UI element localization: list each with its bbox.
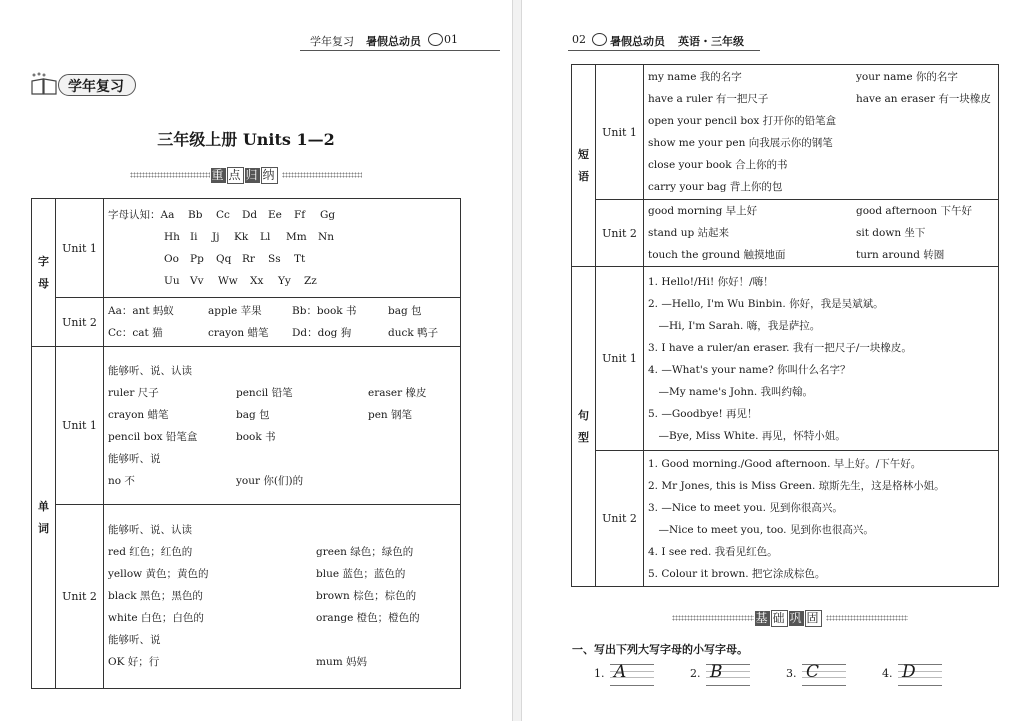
phrases-sentences-table <box>571 64 999 587</box>
bar-char: 固 <box>806 611 820 625</box>
letters-unit1-content: 字母认知：Aa Bb Cc Dd Ee Ff Gg Hh Ii Jj Kk Ll Mm Nn Oo Pp Qq Rr Ss Tt Uu Vv Ww Xx Yy Zz <box>104 199 461 298</box>
unit-label: Unit 2 <box>56 298 104 347</box>
unit-label: Unit 1 <box>56 347 104 505</box>
sentences-unit2-content: 1. Good morning./Good afternoon. 早上好。/下午好。 2. Mr Jones, this is Miss Green. 琼斯先生，这是格林小姐。 3. —Nice to meet you. 见到你很高兴。 —Nice to meet you, too. 见到你也很高兴。 4. I see red. 我看见红色。 5. Colour it brown. 把它涂成棕色。 <box>644 451 999 587</box>
header-section: 学年复习 <box>310 35 354 48</box>
section-badge <box>30 68 136 102</box>
bar-char: 纳 <box>262 168 276 182</box>
badge-label: 学年复习 <box>68 79 124 95</box>
item-number: 4. <box>882 667 893 680</box>
uppercase-letter: C <box>806 662 820 682</box>
write-line[interactable] <box>882 661 942 685</box>
bar-char: 巩 <box>789 611 803 625</box>
words-unit1-content: 能够听、说、认读 ruler 尺子 pencil 铅笔 eraser 橡皮 crayon 蜡笔 bag 包 pen 钢笔 pencil box 铅笔盒 book 书 能够听、说 no 不 your 你(们)的 <box>104 347 461 505</box>
page-title: 三年级上册 Units 1—2 <box>157 130 335 149</box>
item-number: 3. <box>786 667 797 680</box>
unit-label: Unit 2 <box>596 451 644 587</box>
phrases-unit1-content: my name 我的名字 your name 你的名字 have a ruler 有一把尺子 have an eraser 有一块橡皮 open your pencil box 打开你的铅笔盒 show me your pen 向我展示你的钢笔 close your book 合上你的书 carry your bag 背上你的包 <box>644 65 999 200</box>
category-letters: 字 母 <box>32 199 56 347</box>
right-page <box>520 0 1024 721</box>
write-line[interactable] <box>594 661 654 685</box>
bar-char: 础 <box>772 611 786 625</box>
uppercase-letter: D <box>902 662 916 682</box>
uppercase-letter: A <box>614 662 627 682</box>
bar-char: 基 <box>755 611 769 625</box>
bar-char: 点 <box>228 168 242 182</box>
sentences-unit1-content: 1. Hello!/Hi! 你好！/嗨！ 2. —Hello, I'm Wu Binbin. 你好，我是吴斌斌。 —Hi, I'm Sarah. 嗨，我是萨拉。 3. I have a ruler/an eraser. 我有一把尺子/一块橡皮。 4. —What's your name? 你叫什么名字？ —My name's John. 我叫约翰。 5. —Goodbye! 再见！ —Bye, Miss White. 再见，怀特小姐。 <box>644 267 999 451</box>
uppercase-letter: B <box>710 662 723 682</box>
header-series: 暑假总动员 <box>366 35 421 48</box>
write-line[interactable] <box>690 661 750 685</box>
unit-label: Unit 1 <box>596 267 644 451</box>
header-subject: 英语・三年级 <box>678 35 744 48</box>
letters-unit2-content: Aa：ant 蚂蚁 apple 苹果 Bb：book 书 bag 包 Cc：cat 猫 crayon 蜡笔 Dd：dog 狗 duck 鸭子 <box>104 298 461 347</box>
header-page-number: 01 <box>444 33 458 46</box>
unit-label: Unit 1 <box>56 199 104 298</box>
unit-label: Unit 2 <box>596 200 644 267</box>
exercise-question: 一、写出下列大写字母的小写字母。 <box>572 643 748 656</box>
category-words: 单 词 <box>32 347 56 689</box>
mascot-icon <box>428 33 443 46</box>
bar-char: 归 <box>245 168 259 182</box>
item-number: 1. <box>594 667 605 680</box>
header-page-number: 02 <box>572 33 586 46</box>
unit-label: Unit 2 <box>56 505 104 689</box>
mascot-icon <box>592 33 607 46</box>
bar-char: 重 <box>211 168 225 182</box>
header-series: 暑假总动员 <box>610 35 665 48</box>
write-line[interactable] <box>786 661 846 685</box>
unit-label: Unit 1 <box>596 65 644 200</box>
letters-words-table <box>31 198 461 689</box>
basics-bar <box>672 611 908 625</box>
item-number: 2. <box>690 667 701 680</box>
book-icon <box>30 72 58 96</box>
words-unit2-content: 能够听、说、认读 red 红色；红色的 green 绿色；绿色的 yellow 黄色；黄色的 blue 蓝色；蓝色的 black 黑色；黑色的 brown 棕色；棕色的 white 白色；白色的 orange 橙色；橙色的 能够听、说 OK 好；行 mum 妈妈 <box>104 505 461 689</box>
category-phrases: 短 语 <box>572 65 596 267</box>
phrases-unit2-content: good morning 早上好 good afternoon 下午好 stand up 站起来 sit down 坐下 touch the ground 触摸地面 turn around 转圈 <box>644 200 999 267</box>
key-points-bar <box>130 168 362 182</box>
category-sentences: 句 型 <box>572 267 596 587</box>
